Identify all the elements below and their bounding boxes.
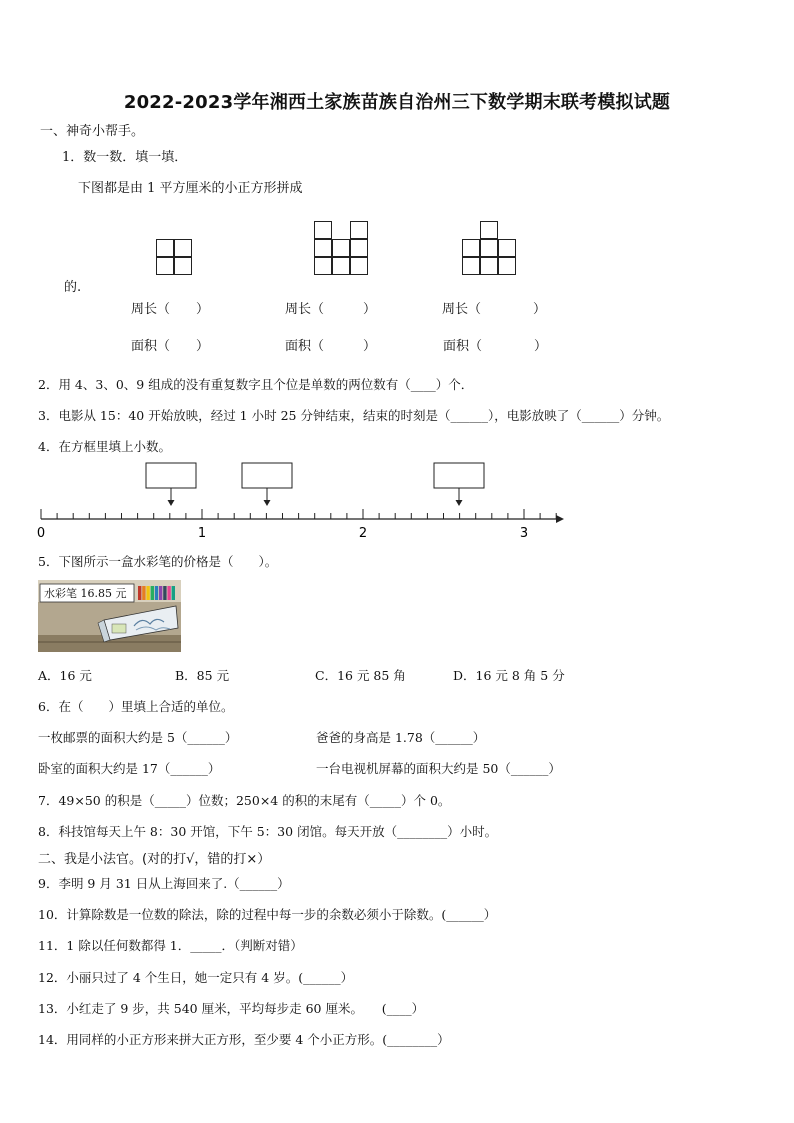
pen-stick (159, 586, 162, 600)
pen-stick (142, 586, 145, 600)
q6-item-2: 爸爸的身高是 1.78（______） (316, 730, 486, 745)
q1-description: 下图都是由 1 平方厘米的小正方形拼成 (78, 181, 303, 196)
section-1-heading: 一、神奇小帮手。 (40, 124, 145, 139)
pen-stick (146, 586, 149, 600)
question-13: 13．小红走了 9 步，共 540 厘米，平均每步走 60 厘米。 (____） (38, 1001, 425, 1016)
pen-stick (138, 586, 141, 600)
pen-stick (151, 586, 154, 600)
question-11: 11．1 除以任何数都得 1．_____．（判断对错） (38, 938, 303, 953)
question-3: 3．电影从 15：40 开始放映，经过 1 小时 25 分钟结束，结束的时刻是（______），电影放映了（______）分钟。 (38, 408, 670, 423)
option-b: B．85 元 (175, 668, 230, 683)
watercolor-pen-box-image (38, 580, 181, 652)
q1-de: 的. (64, 280, 82, 295)
number-line (30, 455, 575, 545)
perimeter-2: 周长（ ） (285, 302, 377, 317)
pen-stick (172, 586, 175, 600)
question-6: 6．在（ ）里填上合适的单位。 (38, 699, 234, 714)
area-1: 面积（ ） (131, 339, 210, 354)
question-7: 7．49×50 的积是（_____）位数；250×4 的积的末尾有（_____）个 0。 (38, 793, 451, 808)
perimeter-1: 周长（ ） (131, 302, 210, 317)
page-title: 2022-2023学年湘西土家族苗族自治州三下数学期末联考模拟试题 (123, 92, 671, 113)
answer-box-2 (242, 463, 292, 488)
option-d: D．16 元 8 角 5 分 (453, 668, 565, 683)
answer-box-1 (146, 463, 196, 488)
tick-label-2: 2 (358, 526, 368, 541)
question-4: 4．在方框里填上小数。 (38, 439, 171, 454)
question-10: 10．计算除数是一位数的除法，除的过程中每一步的余数必须小于除数。(______） (38, 907, 497, 922)
question-5: 5．下图所示一盒水彩笔的价格是（ ）。 (38, 554, 278, 569)
pen-stick (163, 586, 166, 600)
question-2: 2．用 4、3、0、9 组成的没有重复数字且个位是单数的两位数有（____）个． (38, 377, 474, 392)
q6-item-1: 一枚邮票的面积大约是 5（______） (38, 730, 238, 745)
section-2-heading: 二、我是小法官。(对的打√，错的打×） (38, 852, 271, 867)
option-c: C．16 元 85 角 (315, 668, 406, 683)
q1-label: 1．数一数．填一填． (62, 150, 188, 165)
question-9: 9．李明 9 月 31 日从上海回来了.（______） (38, 876, 290, 891)
answer-box-3 (434, 463, 484, 488)
question-8: 8．科技馆每天上午 8：30 开馆，下午 5：30 闭馆。每天开放（________）小时。 (38, 824, 498, 839)
price-sign: 水彩笔 16.85 元 (44, 587, 127, 600)
area-3: 面积（ ） (443, 339, 548, 354)
tick-label-0: 0 (36, 526, 46, 541)
tick-label-3: 3 (519, 526, 529, 541)
pen-stick (155, 586, 158, 600)
tick-label-1: 1 (197, 526, 207, 541)
question-14: 14．用同样的小正方形来拼大正方形，至少要 4 个小正方形。(________） (38, 1032, 450, 1047)
option-a: A．16 元 (38, 668, 92, 683)
q6-item-4: 一台电视机屏幕的面积大约是 50（______） (316, 761, 561, 776)
q6-item-3: 卧室的面积大约是 17（______） (38, 761, 221, 776)
question-12: 12．小丽只过了 4 个生日，她一定只有 4 岁。(______） (38, 970, 354, 985)
perimeter-3: 周长（ ） (442, 302, 547, 317)
area-2: 面积（ ） (285, 339, 377, 354)
pen-stick (167, 586, 170, 600)
